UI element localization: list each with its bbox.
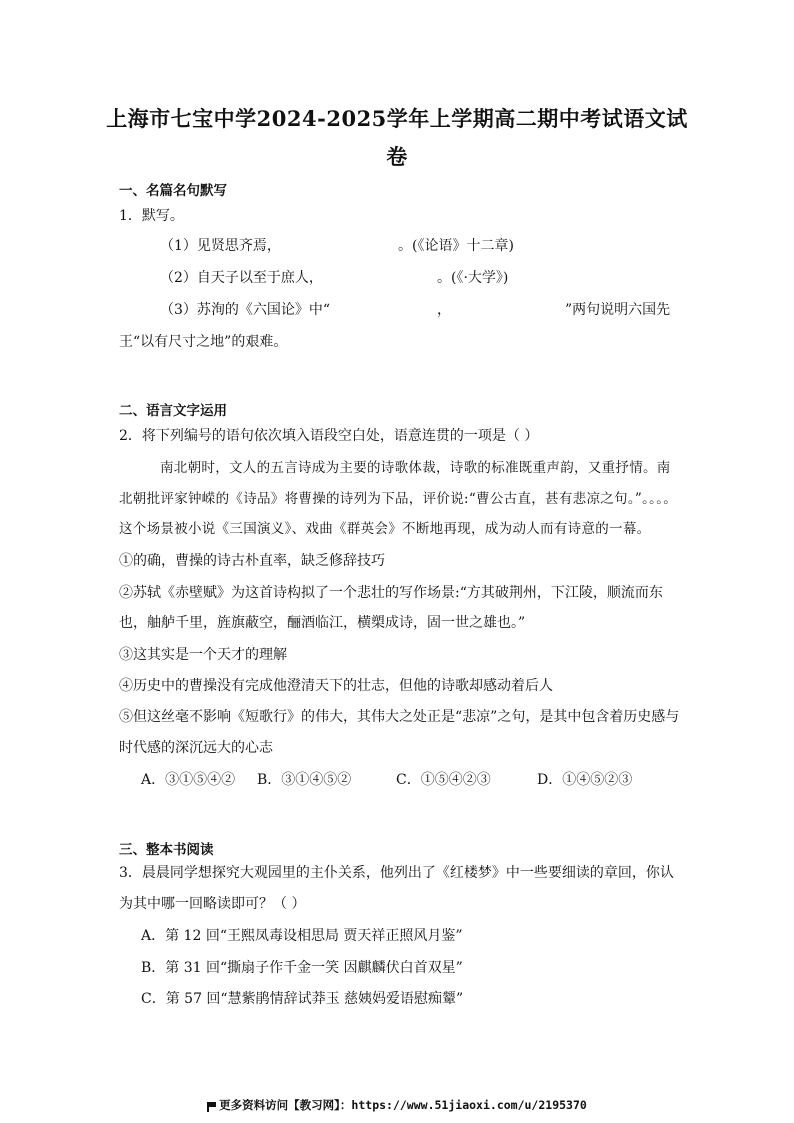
q2-passage-line-1: 南北朝时，文人的五言诗成为主要的诗歌体裁，诗歌的标准既重声韵，又重抒情。南 xyxy=(160,460,671,476)
q1-item-3-continuation: 王“以有尺寸之地”的艰难。 xyxy=(119,334,288,350)
q3-choice-b: B．第 31 回“撕扇子作千金一笑 因麒麟伏白首双星” xyxy=(141,960,463,976)
q2-sentence-1: ①的确，曹操的诗古朴直率，缺乏修辞技巧 xyxy=(119,553,385,569)
page-title xyxy=(100,100,694,176)
question-2-stem: 2．将下列编号的语句依次填入语段空白处，语意连贯的一项是（ ） xyxy=(119,428,539,444)
q1-item-1-prompt: （1）见贤思齐焉， xyxy=(160,238,281,254)
q2-choice-a: A．③①⑤④② xyxy=(141,772,236,788)
q1-item-2-prompt: （2）自天子以至于庶人， xyxy=(160,270,323,286)
q2-sentence-2-line-2: 也，舳舻千里，旌旗蔽空，酾酒临江，横槊成诗，固一世之雄也。” xyxy=(119,615,526,631)
q2-choice-b: B．③①④⑤② xyxy=(257,772,352,788)
q2-sentence-4: ④历史中的曹操没有完成他澄清天下的壮志，但他的诗歌却感动着后人 xyxy=(119,678,553,694)
title-line-2: 卷 xyxy=(386,144,408,169)
q2-sentence-5-line-2: 时代感的深沉远大的心志 xyxy=(119,740,273,756)
question-1-stem: 1．默写。 xyxy=(119,208,184,224)
q2-choice-d: D．①④⑤②③ xyxy=(537,772,633,788)
q1-item-3-comma: ， xyxy=(437,302,451,318)
q2-sentence-3: ③这其实是一个天才的理解 xyxy=(119,647,287,663)
q2-passage-line-2: 北朝批评家钟嵘的《诗品》将曹操的诗列为下品，评价说:“曹公古直，甚有悲凉之句。”。。。。 xyxy=(119,491,678,507)
footer-text[interactable]: 更多资料访问【教习网】：https://www.51jiaoxi.com/u/2195370 xyxy=(219,1098,587,1112)
section-heading-1: 一、名篇名句默写 xyxy=(119,183,227,199)
question-3-stem-line-2: 为其中哪一回略读即可？（ ） xyxy=(119,896,306,912)
q1-item-2-source: 。(《·大学》) xyxy=(437,270,509,286)
q2-choice-c: C．①⑤④②③ xyxy=(396,772,491,788)
title-line-1: 上海市七宝中学2024-2025学年上学期高二期中考试语文试 xyxy=(106,106,688,131)
flag-icon xyxy=(207,1102,215,1110)
q2-sentence-5-line-1: ⑤但这丝毫不影响《短歌行》的伟大，其伟大之处正是“悲凉”之句，是其中包含着历史感与 xyxy=(119,709,680,725)
q1-item-1-source: 。(《论语》十二章) xyxy=(398,238,514,254)
q3-choice-a: A．第 12 回“王熙凤毒设相思局 贾天祥正照风月鉴” xyxy=(141,928,463,944)
footer-link[interactable] xyxy=(0,1097,794,1113)
q2-passage-line-3: 这个场景被小说《三国演义》、戏曲《群英会》不断地再现，成为动人而有诗意的一幕。 xyxy=(119,521,651,537)
q1-item-3-prompt: （3）苏洵的《六国论》中“ xyxy=(160,302,331,318)
section-heading-2: 二、语言文字运用 xyxy=(119,403,227,419)
q1-item-3-tail: ”两句说明六国先 xyxy=(565,302,671,318)
q3-choice-c: C．第 57 回“慧紫鹃情辞试莽玉 慈姨妈爱语慰痴颦” xyxy=(141,991,464,1007)
q2-sentence-2-line-1: ②苏轼《赤壁赋》为这首诗构拟了一个悲壮的写作场景:“方其破荆州，下江陵，顺流而东 xyxy=(119,585,663,601)
question-3-stem-line-1: 3．晨晨同学想探究大观园里的主仆关系，他列出了《红楼梦》中一些要细读的章回，你认 xyxy=(119,865,674,881)
section-heading-3: 三、整本书阅读 xyxy=(119,842,214,858)
